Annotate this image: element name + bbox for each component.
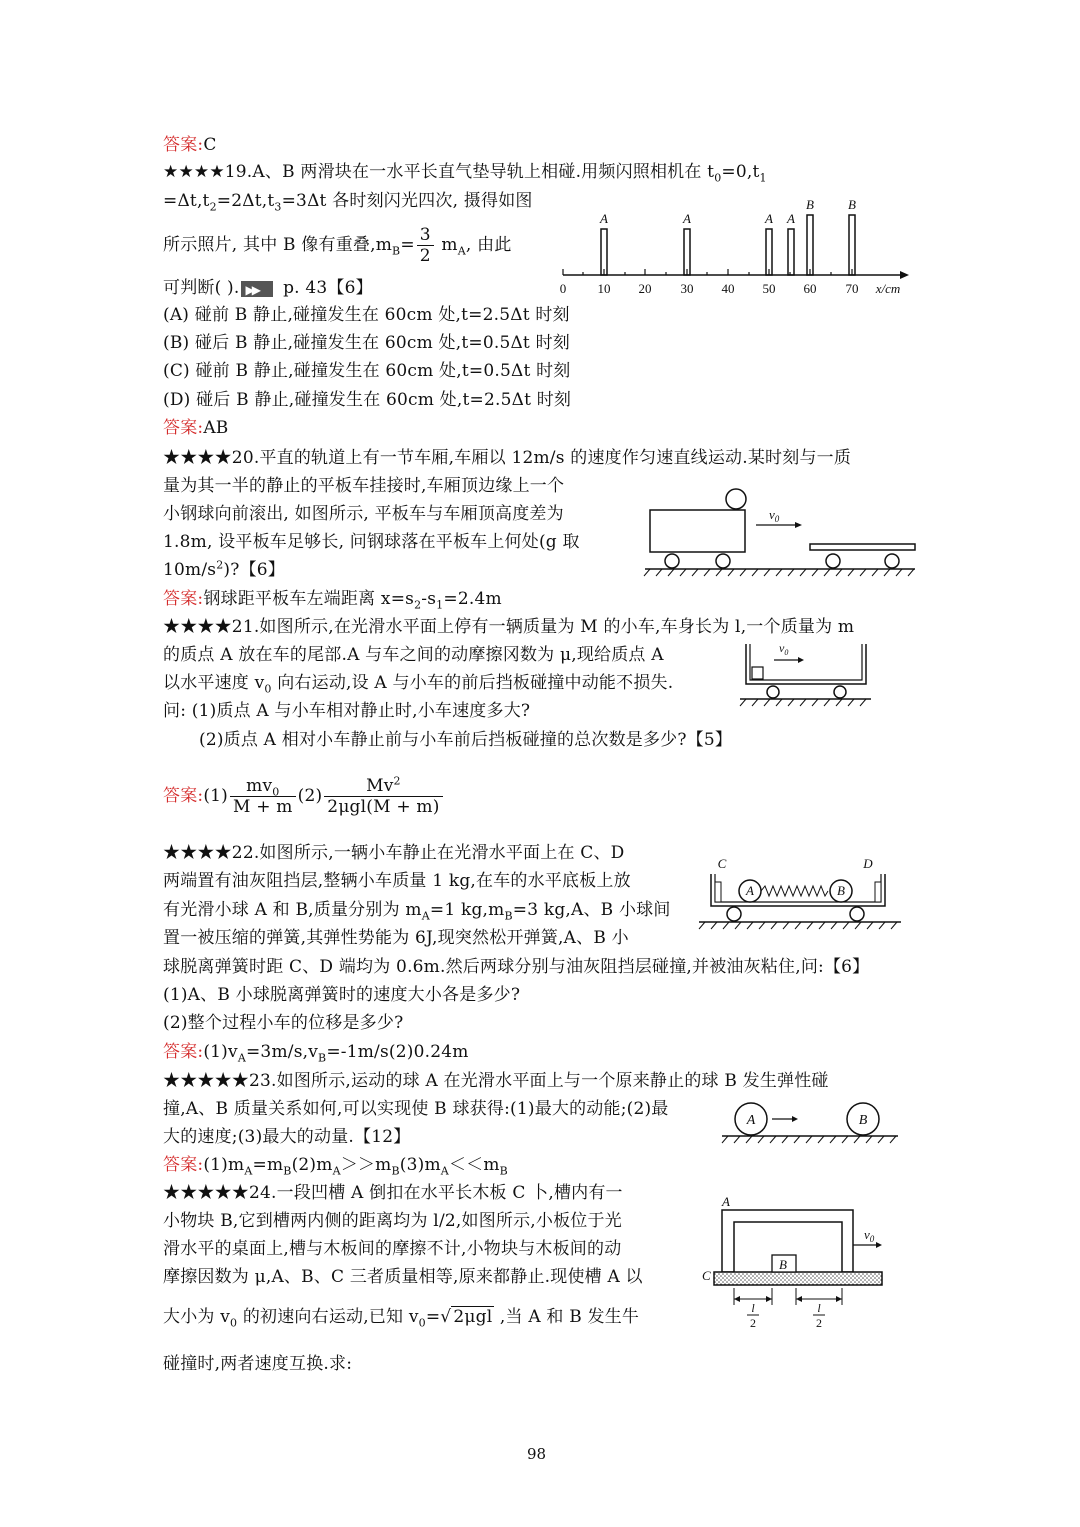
v0-label — [779, 641, 788, 657]
wheel — [850, 907, 864, 921]
wheel — [885, 554, 899, 568]
q23-line2: 撞,A、B 质量关系如何,可以实现使 B 球获得:(1)最大的动能;(2)最 — [163, 1099, 669, 1119]
q19-text: ★★★★19.A、B 两滑块在一水平长直气垫导轨上相碰.用频闪照相机在 t — [163, 162, 715, 182]
q21-answer — [163, 766, 445, 826]
sub: B — [392, 244, 401, 258]
answer-c-line — [163, 133, 217, 157]
v-subscript: 0 — [784, 648, 789, 657]
wheel — [826, 554, 840, 568]
page-ref-text: p. 43【6】 — [277, 278, 373, 298]
v-letter: v — [864, 1227, 870, 1242]
sub: B — [318, 1051, 327, 1065]
carriage — [650, 510, 745, 552]
q19-text: = — [400, 235, 415, 255]
q24-text: = — [425, 1307, 441, 1327]
q24-text: ,当 A 和 B 发生牛 — [494, 1307, 640, 1327]
q23-line1: ★★★★★23.如图所示,运动的球 A 在光滑水平面上与一个原来静止的球 B 发生弹性碰 — [163, 1071, 829, 1091]
answer-text: =2.4m — [443, 589, 502, 609]
groove-a-label: A — [722, 1195, 730, 1209]
q21-cart-figure — [738, 638, 873, 720]
q19-line2 — [163, 189, 533, 213]
q23-line3: 大的速度;(3)最大的动量.【12】 — [163, 1127, 411, 1147]
q24-text: 的初速向右运动,已知 v — [237, 1307, 419, 1327]
q22-answer — [163, 1040, 469, 1064]
sub: A — [237, 1051, 246, 1065]
slider-a-image — [766, 229, 772, 275]
q22-line1: ★★★★22.如图所示,一辆小车静止在光滑水平面上在 C、D — [163, 843, 625, 863]
page-link-icon[interactable] — [241, 281, 273, 297]
flatcar — [810, 544, 915, 550]
end-d-label: D — [863, 856, 873, 871]
q20-answer — [163, 587, 502, 611]
sub: 0 — [272, 785, 280, 799]
label-b: B — [806, 197, 814, 212]
label-a: A — [683, 211, 691, 226]
arrow-head — [795, 522, 802, 528]
q21-line5: (2)质点 A 相对小车静止前与小车前后挡板碰撞的总次数是多少?【5】 — [199, 730, 733, 750]
answer-text: 钢球距平板车左端距离 x=s — [203, 589, 415, 609]
arrow-head — [798, 657, 804, 663]
q22-text: =3 kg,A、B 小球间 — [512, 900, 671, 920]
answer-label: 答案: — [163, 418, 204, 438]
q24-line6: 碰撞时,两者速度互换.求: — [163, 1354, 353, 1374]
fraction — [324, 776, 442, 817]
arrow-head — [792, 1116, 798, 1122]
sub: B — [499, 1164, 508, 1178]
q22-line4: 置一被压缩的弹簧,其弹性势能为 6J,现突然松开弹簧,A、B 小 — [163, 928, 629, 948]
tick-label: 30 — [680, 281, 694, 296]
sub: B — [391, 1164, 400, 1178]
v-letter: v — [769, 507, 775, 522]
answer-label: 答案: — [163, 1155, 204, 1175]
axis-arrow — [900, 271, 909, 279]
answer-label: 答案: — [163, 589, 204, 609]
q19-line3 — [163, 224, 512, 266]
wheel — [834, 686, 846, 698]
sub: 0 — [230, 1316, 238, 1330]
answer-text: =3m/s,v — [245, 1042, 319, 1062]
half-l-label: l — [817, 1301, 821, 1315]
fraction-numerator — [230, 776, 296, 797]
q24-line3: 滑水平的桌面上,槽与木板间的摩擦不计,小物块与木板间的动 — [163, 1239, 622, 1259]
q24-text: 大小为 v — [163, 1307, 231, 1327]
q19-answer — [163, 416, 229, 440]
q19-text: =Δt,t — [163, 191, 210, 211]
steel-ball — [726, 489, 746, 509]
half-l-denominator: 2 — [816, 1316, 822, 1330]
answer-value — [203, 589, 502, 612]
fraction-numerator — [324, 776, 442, 797]
half-l-label: l — [751, 1301, 755, 1315]
sub: A — [332, 1164, 341, 1178]
answer-value — [203, 1042, 469, 1065]
fraction — [230, 776, 296, 817]
answer-text: (1)v — [203, 1042, 238, 1062]
q22-line3 — [163, 898, 671, 922]
slider-b-image — [807, 215, 813, 275]
tick-label: 40 — [721, 281, 735, 296]
spring — [761, 886, 828, 896]
q22-text: 有光滑小球 A 和 B,质量分别为 m — [163, 900, 422, 920]
slider-b-image — [849, 215, 855, 275]
sub: 0 — [418, 1316, 426, 1330]
q24-line4: 摩擦因数为 μ,A、B、C 三者质量相等,原来都静止.现使槽 A 以 — [163, 1267, 643, 1287]
q20-text: 10m/s — [163, 560, 217, 580]
q22-text: =1 kg,m — [429, 900, 505, 920]
answer-text: ＞＞m — [340, 1155, 392, 1175]
ball-b-label: B — [837, 883, 845, 898]
answer-label: 答案: — [163, 786, 204, 806]
q19-strobe-figure — [555, 195, 915, 300]
q19-option-b: (B) 碰后 B 静止,碰撞发生在 60cm 处,t=0.5Δt 时刻 — [163, 333, 570, 353]
answer-text: (1) — [203, 786, 229, 806]
sub: A — [244, 1164, 253, 1178]
answer-text: (2)m — [291, 1155, 333, 1175]
ball-b-label: B — [858, 1113, 868, 1128]
answer-label: 答案: — [163, 1042, 204, 1062]
wheel — [665, 554, 679, 568]
cart-body — [746, 644, 866, 684]
sqrt-sign: √ — [440, 1307, 452, 1327]
block-b-label: B — [779, 1257, 787, 1272]
q22-cart-figure — [695, 852, 905, 934]
tick-label: 60 — [803, 281, 817, 296]
sup: 2 — [393, 774, 401, 788]
answer-text: ＜＜m — [448, 1155, 500, 1175]
sub: 0 — [264, 682, 272, 696]
q19-text: =3Δt 各时刻闪光四次, 摄得如图 — [281, 191, 533, 211]
q20-line3: 小钢球向前滚出, 如图所示, 平板车与车厢顶高度差为 — [163, 504, 564, 524]
tick-label: 10 — [597, 281, 611, 296]
slider-a-image — [601, 229, 607, 275]
q24-line1: ★★★★★24.一段凹槽 A 倒扣在水平长木板 C 卜,槽内有一 — [163, 1183, 623, 1203]
q19-text: m — [435, 235, 458, 255]
answer-value — [203, 1155, 508, 1178]
q23-balls-figure — [718, 1095, 903, 1147]
q20-text: )?【6】 — [223, 560, 285, 580]
sub: A — [457, 244, 466, 258]
fraction-denominator: 2 — [419, 246, 431, 266]
q22-line2: 两端置有油灰阻挡层,整辆小车质量 1 kg,在车的水平底板上放 — [163, 871, 631, 891]
answer-text: (3)m — [399, 1155, 441, 1175]
sub: 1 — [759, 171, 767, 185]
label-a: A — [765, 211, 773, 226]
q19-line4 — [163, 276, 373, 300]
fraction-numerator: 3 — [417, 225, 434, 246]
answer-text: -s — [421, 589, 437, 609]
answer-value — [203, 774, 444, 817]
q19-text: =0,t — [721, 162, 760, 182]
q20-line5 — [163, 558, 285, 582]
num-text: Mv — [366, 776, 394, 796]
tick-label: 20 — [638, 281, 652, 296]
q22-line6: (1)A、B 小球脱离弹簧时的速度大小各是多少? — [163, 985, 521, 1005]
q19-text: 所示照片, 其中 B 像有重叠,m — [163, 235, 393, 255]
v-subscript: 0 — [774, 514, 780, 524]
fraction — [417, 225, 434, 266]
q22-line5: 球脱离弹簧时距 C、D 端均为 0.6m.然后两球分别与油灰阻挡层碰撞,并被油灰粘住,问:【6】 — [163, 957, 870, 977]
sub: A — [440, 1164, 449, 1178]
answer-label: 答案: — [163, 135, 204, 155]
tick-label: 50 — [762, 281, 776, 296]
q21-line3 — [163, 671, 673, 695]
putty-layer-c — [715, 882, 721, 902]
answer-text: =m — [252, 1155, 284, 1175]
v-letter: v — [779, 641, 785, 655]
q19-text: , 由此 — [465, 235, 512, 255]
q21-line2: 的质点 A 放在车的尾部.A 与车之间的动摩擦冈数为 μ,现给质点 A — [163, 645, 664, 665]
sub: 1 — [436, 598, 444, 612]
sqrt-radicand: 2μgl — [453, 1307, 493, 1327]
particle-a — [752, 667, 763, 679]
v-subscript: 0 — [869, 1234, 875, 1244]
v0-label — [769, 507, 780, 524]
sub: 2 — [209, 200, 217, 214]
wheel — [727, 907, 741, 921]
q24-line5 — [163, 1305, 639, 1329]
putty-layer-d — [875, 882, 881, 902]
label-b: B — [848, 197, 856, 212]
q20-car-figure — [640, 482, 920, 582]
q19-option-c: (C) 碰前 B 静止,碰撞发生在 60cm 处,t=0.5Δt 时刻 — [163, 361, 571, 381]
page-number: 98 — [527, 1445, 547, 1463]
half-l-denominator: 2 — [750, 1316, 756, 1330]
q20-line1: ★★★★20.平直的轨道上有一节车厢,车厢以 12m/s 的速度作匀速直线运动.某时刻与一质 — [163, 448, 852, 468]
sup: 2 — [216, 558, 224, 572]
q19-option-a: (A) 碰前 B 静止,碰撞发生在 60cm 处,t=2.5Δt 时刻 — [163, 305, 570, 325]
q19-line1 — [163, 160, 767, 184]
sub: 3 — [274, 200, 282, 214]
end-c-label: C — [717, 856, 727, 871]
label-a: A — [787, 211, 795, 226]
q19-option-d: (D) 碰后 B 静止,碰撞发生在 60cm 处,t=2.5Δt 时刻 — [163, 390, 572, 410]
cart-inner — [750, 644, 862, 680]
sub: 0 — [714, 171, 722, 185]
sub: 2 — [414, 598, 422, 612]
cart-body — [711, 874, 885, 906]
answer-text: (2) — [297, 786, 323, 806]
label-a: A — [600, 211, 608, 226]
q19-text: =2Δt,t — [216, 191, 275, 211]
ball-a-label: A — [746, 1113, 756, 1128]
board-c — [714, 1272, 882, 1285]
v0-label — [864, 1227, 875, 1244]
q19-text: 可判断( ). — [163, 278, 240, 298]
slider-a-image — [788, 229, 794, 275]
wheel — [767, 686, 779, 698]
arrow-head — [876, 1242, 882, 1248]
axis-label: x/cm — [875, 281, 901, 296]
q20-line4: 1.8m, 设平板车足够长, 问钢球落在平板车上何处(g 取 — [163, 532, 580, 552]
q24-line2: 小物块 B,它到槽两内侧的距离均为 l/2,如图所示,小板位于光 — [163, 1211, 622, 1231]
answer-text: (1)m — [203, 1155, 245, 1175]
board-c-label: C — [702, 1268, 711, 1283]
ball-a-label: A — [746, 883, 754, 898]
answer-text: =-1m/s(2)0.24m — [326, 1042, 469, 1062]
q24-groove-figure — [700, 1195, 890, 1335]
answer-value: AB — [203, 418, 229, 438]
q23-answer — [163, 1153, 508, 1177]
q21-text: 向右运动,设 A 与小车的前后挡板碰撞中动能不损失. — [271, 673, 674, 693]
fraction-denominator: 2μgl(M + m) — [327, 797, 440, 817]
fraction-denominator: M + m — [233, 797, 293, 817]
sub: B — [504, 909, 513, 923]
answer-value: C — [203, 135, 217, 155]
q21-line4: 问: (1)质点 A 与小车相对静止时,小车速度多大? — [163, 701, 531, 721]
q22-line7: (2)整个过程小车的位移是多少? — [163, 1013, 404, 1033]
q21-text: 以水平速度 v — [163, 673, 265, 693]
tick-label: 70 — [845, 281, 859, 296]
num-text: mv — [246, 776, 273, 796]
q21-line1: ★★★★21.如图所示,在光滑水平面上停有一辆质量为 M 的小车,车身长为 l,一个质量为 m — [163, 617, 855, 637]
q20-line2: 量为其一半的静止的平板车挂接时,车厢顶边缘上一个 — [163, 476, 565, 496]
tick-label: 0 — [559, 281, 567, 296]
sub: A — [421, 909, 430, 923]
wheel — [716, 554, 730, 568]
sub: B — [283, 1164, 292, 1178]
slider-a-image — [684, 229, 690, 275]
